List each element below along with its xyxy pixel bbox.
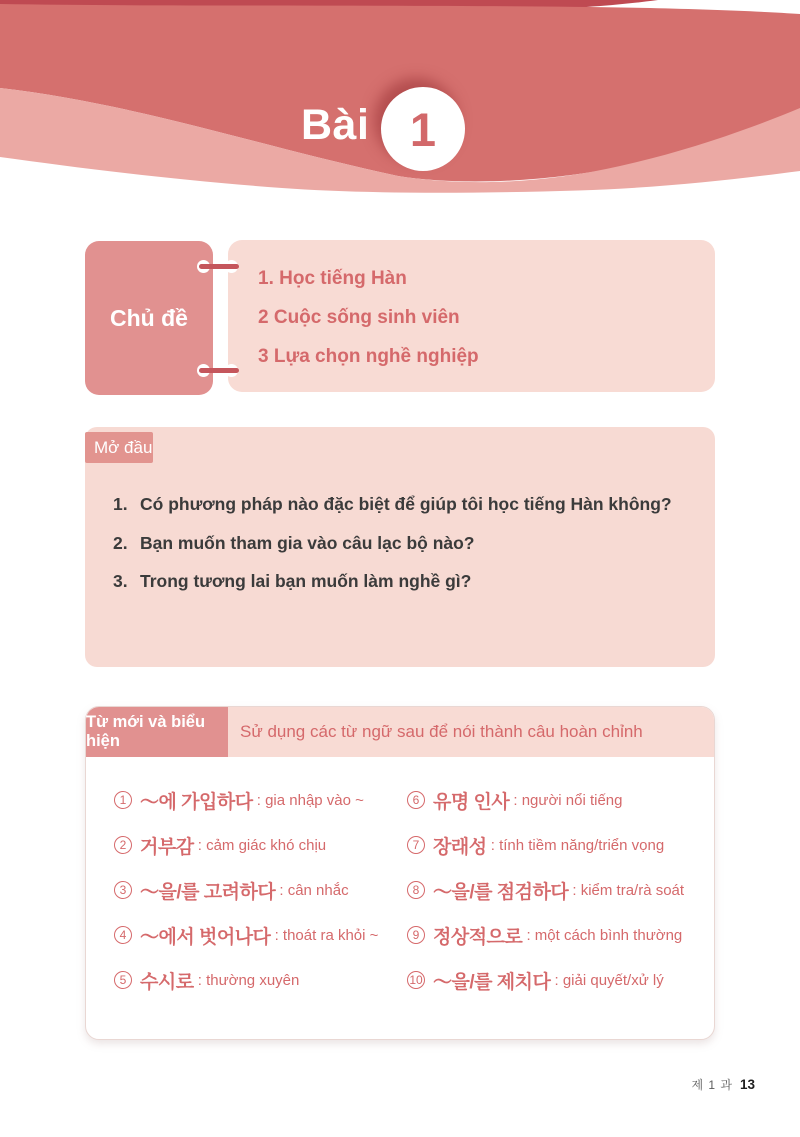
topic-item: 1. Học tiếng Hàn	[258, 268, 407, 289]
pin-bar-icon	[199, 368, 239, 373]
vocab-number-badge: 10	[407, 971, 425, 989]
vocab-number-badge: 1	[114, 791, 132, 809]
vocab-columns	[86, 757, 714, 1012]
intro-question	[113, 572, 695, 591]
vocab-separator: :	[550, 971, 563, 989]
vocab-vietnamese: giải quyết/xử lý	[562, 971, 664, 989]
question-text: Có phương pháp nào đặc biệt để giúp tôi học tiếng Hàn không?	[140, 494, 672, 514]
vocab-instruction: Sử dụng các từ ngữ sau để nói thành câu hoàn chỉnh	[228, 707, 714, 757]
vocab-item	[114, 787, 407, 813]
question-text: Bạn muốn tham gia vào câu lạc bộ nào?	[140, 532, 475, 553]
vocab-korean: ～에 가입하다	[140, 791, 253, 813]
vocab-korean: ～을/를 제치다	[433, 971, 551, 993]
vocab-vietnamese: tính tiềm năng/triển vọng	[499, 836, 665, 854]
vocab-vietnamese: cân nhắc	[287, 881, 349, 899]
vocab-item	[114, 832, 407, 858]
vocab-vietnamese: một cách bình thường	[534, 926, 683, 944]
question-number: 1.	[113, 494, 128, 514]
vocab-number-badge: 7	[407, 836, 425, 854]
topic-item-list	[258, 240, 479, 386]
vocab-number-badge: 3	[114, 881, 132, 899]
vocab-korean: 거부감	[140, 836, 194, 858]
vocab-korean: 수시로	[140, 971, 194, 993]
vocab-header	[86, 707, 714, 757]
vocab-item	[407, 967, 708, 993]
chapter-label: 제 1 과	[691, 1078, 733, 1092]
vocab-separator: :	[270, 926, 283, 944]
lesson-number-badge	[381, 87, 465, 171]
topic-item: 2 Cuộc sống sinh viên	[258, 307, 460, 328]
vocab-number-badge: 6	[407, 791, 425, 809]
vocab-vietnamese: cảm giác khó chịu	[206, 836, 327, 854]
vocab-number-badge: 2	[114, 836, 132, 854]
vocab-item	[407, 787, 708, 813]
vocab-vietnamese: gia nhập vào ~	[265, 791, 364, 809]
topic-label-box	[85, 241, 213, 395]
vocab-vietnamese: thoát ra khỏi ~	[282, 926, 379, 944]
vocab-vietnamese: kiểm tra/rà soát	[580, 881, 685, 899]
vocab-separator: :	[568, 881, 581, 899]
vocab-number-badge: 9	[407, 926, 425, 944]
vocab-number-badge: 8	[407, 881, 425, 899]
pin-connector-icon	[197, 260, 241, 273]
vocab-item	[114, 967, 407, 993]
page-footer	[691, 1076, 755, 1093]
vocab-korean: 유명 인사	[433, 791, 510, 813]
intro-section	[85, 427, 715, 667]
vocab-number-badge: 5	[114, 971, 132, 989]
vocab-column-left	[114, 787, 407, 1012]
vocab-item	[407, 922, 708, 948]
vocab-korean: 장래성	[433, 836, 487, 858]
intro-question	[113, 534, 695, 553]
vocab-item	[114, 922, 407, 948]
vocab-item	[114, 877, 407, 903]
vocab-separator: :	[193, 971, 207, 989]
vocab-vietnamese: người nổi tiếng	[521, 791, 623, 809]
vocab-separator: :	[275, 881, 288, 899]
topic-item: 3 Lựa chọn nghề nghiệp	[258, 346, 479, 367]
question-number: 2.	[113, 532, 128, 553]
vocab-separator: :	[252, 791, 266, 809]
topic-label: Chủ đề	[110, 304, 188, 331]
vocab-item	[407, 877, 708, 903]
intro-section-tab: Mở đầu	[85, 432, 153, 463]
page-number: 13	[739, 1077, 755, 1092]
vocab-column-right	[407, 787, 708, 1012]
vocab-separator: :	[193, 836, 207, 854]
vocab-separator: :	[522, 926, 535, 944]
vocab-section	[85, 706, 715, 1040]
page-header	[0, 0, 800, 210]
intro-question-list	[85, 427, 715, 591]
intro-question	[113, 495, 695, 514]
vocab-korean: ～에서 벗어나다	[140, 926, 271, 948]
pin-bar-icon	[199, 264, 239, 269]
lesson-label: Bài	[301, 101, 370, 149]
pin-connector-icon	[197, 364, 241, 377]
vocab-korean: ～을/를 점검하다	[433, 881, 569, 903]
vocab-korean: 정상적으로	[433, 926, 523, 948]
vocab-item	[407, 832, 708, 858]
question-text: Trong tương lai bạn muốn làm nghề gì?	[140, 571, 472, 591]
vocab-korean: ～을/를 고려하다	[140, 881, 276, 903]
lesson-number: 1	[409, 102, 437, 156]
vocab-separator: :	[486, 836, 500, 854]
vocab-vietnamese: thường xuyên	[206, 971, 300, 989]
vocab-separator: :	[509, 791, 522, 809]
vocab-section-label: Từ mới và biểu hiện	[86, 707, 228, 757]
vocab-number-badge: 4	[114, 926, 132, 944]
question-number: 3.	[113, 571, 128, 591]
